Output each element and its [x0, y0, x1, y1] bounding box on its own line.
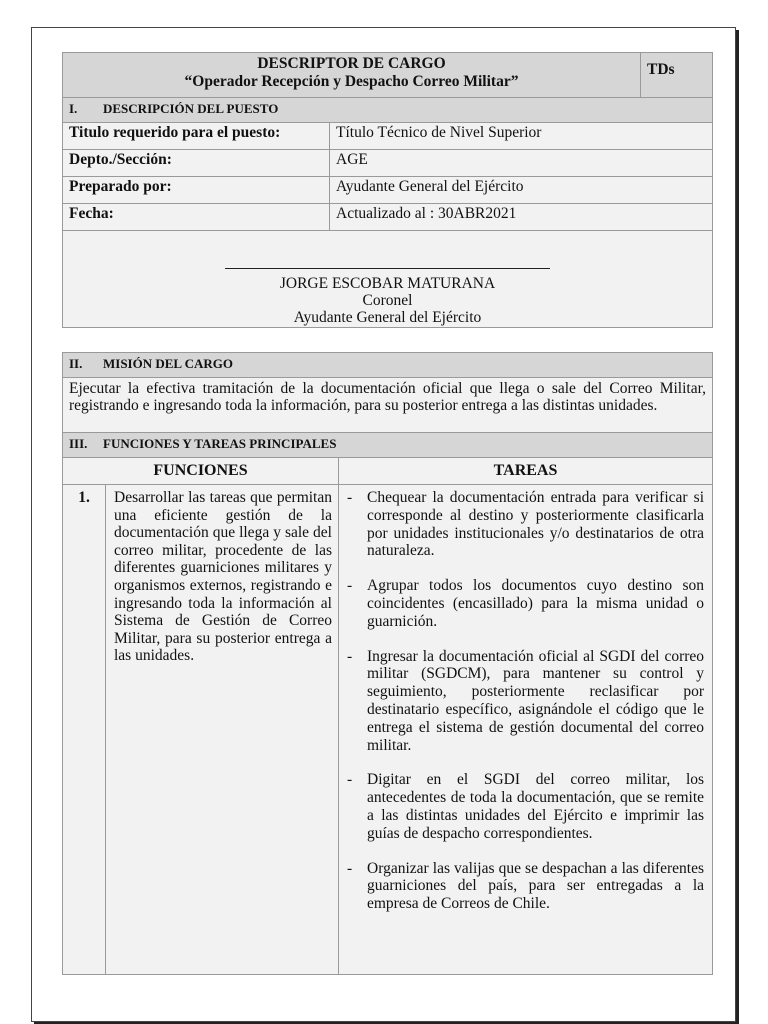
title-line-1: DESCRIPTOR DE CARGO: [257, 55, 446, 72]
task-item: [345, 860, 704, 913]
title-line-2: “Operador Recepción y Despacho Correo Militar”: [184, 73, 519, 90]
document-code: TDs: [641, 53, 713, 98]
section-1-title: DESCRIPCIÓN DEL PUESTO: [103, 101, 279, 116]
task-list: [339, 485, 713, 975]
field-value-depto: AGE: [330, 150, 713, 177]
column-header-funciones: FUNCIONES: [63, 458, 339, 485]
signer-name: JORGE ESCOBAR MATURANA: [279, 275, 496, 292]
section-2-title: MISIÓN DEL CARGO: [103, 356, 234, 371]
task-bullet: -: [347, 771, 353, 789]
task-item: [345, 577, 704, 630]
signature-block: [63, 231, 713, 328]
task-item: [345, 648, 704, 755]
task-text: Organizar las valijas que se despachan a las diferentes guarniciones del país, para ser entregadas a la empresa de Correos de Chile.: [367, 859, 705, 913]
task-bullet: -: [347, 577, 353, 595]
field-label-titulo: Titulo requerido para el puesto:: [63, 123, 330, 150]
field-value-titulo: Título Técnico de Nivel Superior: [330, 123, 713, 150]
mission-functions-table: [62, 352, 713, 975]
column-header-tareas: TAREAS: [339, 458, 713, 485]
document-title: [63, 53, 641, 98]
section-3-header: [63, 433, 713, 458]
section-1-number: I.: [69, 101, 78, 116]
signer-rank: Coronel: [362, 292, 413, 309]
section-1-header: [63, 98, 713, 123]
task-text: Chequear la documentación entrada para verificar si corresponde al destino y posteriormente clasificarla por unidades institucionales y/o destinatarios de otra naturaleza.: [367, 489, 705, 560]
section-2-header: [63, 353, 713, 378]
function-row: [63, 485, 713, 975]
field-label-fecha: Fecha:: [63, 204, 330, 231]
task-text: Digitar en el SGDI del correo militar, los antecedentes de toda la documentación, que se remite a las distintas unidades del Ejército e imprimir las guías de despacho correspondientes.: [367, 771, 705, 842]
task-item: [345, 771, 704, 842]
task-text: Ingresar la documentación oficial al SGDI del correo militar (SGDCM), para mantener su control y seguimiento, posteriormente reclasificar por destinatario específico, asignándole el código que le entrega el sistema de gestión documental del correo militar.: [367, 647, 705, 754]
task-bullet: -: [347, 859, 353, 877]
task-bullet: -: [347, 647, 353, 665]
section-2-number: II.: [69, 356, 83, 371]
section-3-number: III.: [69, 436, 88, 451]
task-bullet: -: [347, 489, 353, 506]
signer-position: Ayudante General del Ejército: [293, 309, 482, 326]
field-value-fecha: Actualizado al : 30ABR2021: [330, 204, 713, 231]
function-number: 1.: [63, 485, 106, 975]
job-descriptor-table: [62, 52, 713, 328]
task-text: Agrupar todos los documentos cuyo destino son coincidentes (encasillado) para la misma unidad o guarnición.: [367, 577, 705, 630]
field-label-depto: Depto./Sección:: [63, 150, 330, 177]
field-label-preparado: Preparado por:: [63, 177, 330, 204]
function-description: Desarrollar las tareas que permitan una eficiente gestión de la documentación que llega y sale del correo militar, procedente de las diferentes guarniciones militares y organismos externos, registrando e ingresando toda la información al Sistema de Gestión de Correo Militar, para su posterior entrega a las unidades.: [106, 485, 339, 975]
mission-text: Ejecutar la efectiva tramitación de la documentación oficial que llega o sale del Correo Militar, registrando e ingresando toda la información, para su posterior entrega a las distintas unidades.: [63, 378, 713, 433]
section-3-title: FUNCIONES Y TAREAS PRINCIPALES: [103, 436, 337, 451]
field-value-preparado: Ayudante General del Ejército: [330, 177, 713, 204]
task-item: [345, 489, 704, 560]
signature-line: [225, 268, 550, 275]
